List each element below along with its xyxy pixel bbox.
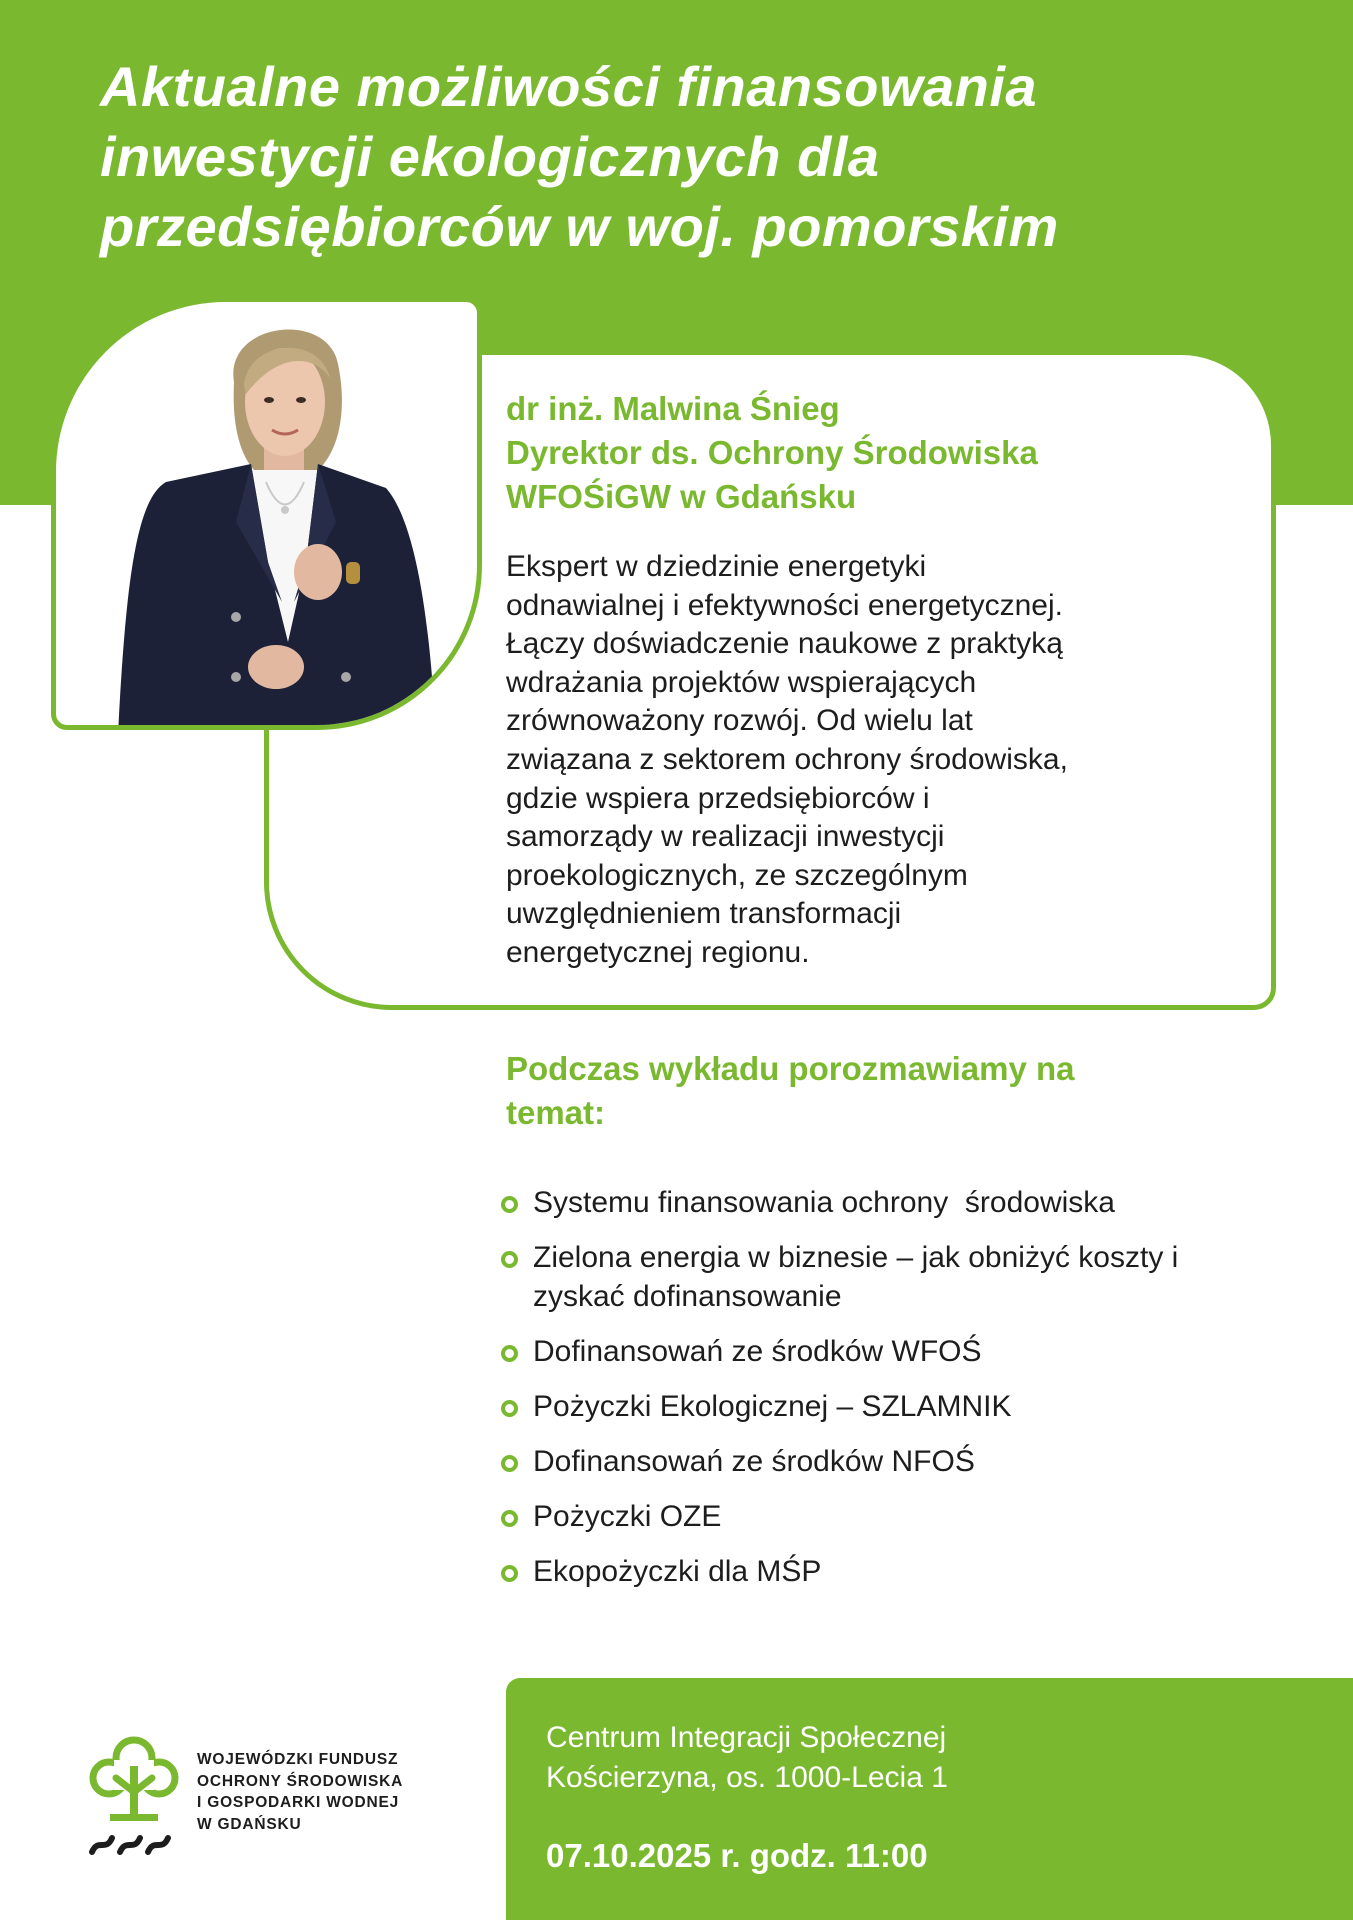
topic-text: Systemu finansowania ochrony środowiska [533, 1186, 1115, 1219]
bullet-circle-icon [501, 1251, 518, 1268]
topic-text: Ekopożyczki dla MŚP [533, 1555, 822, 1588]
topic-item [498, 1442, 1278, 1481]
title-line: Aktualne możliwości finansowania [100, 55, 1038, 118]
bio-line: zrównoważony rozwój. Od wielu lat [506, 704, 973, 738]
logo-text-line: I GOSPODARKI WODNEJ [197, 1794, 400, 1811]
organization-logo-text [197, 1749, 403, 1835]
venue-line: Centrum Integracji Społecznej [546, 1721, 947, 1754]
event-datetime: 07.10.2025 r. godz. 11:00 [546, 1837, 928, 1874]
logo-text-line: W GDAŃSKU [197, 1815, 302, 1833]
topic-item [498, 1497, 1278, 1536]
title-line: inwestycji ekologicznych dla [100, 125, 880, 188]
logo-text-line: WOJEWÓDZKI FUNDUSZ [197, 1751, 399, 1768]
topic-item [498, 1183, 1278, 1222]
topic-text: Dofinansowań ze środków WFOŚ [533, 1335, 982, 1368]
topic-item [498, 1332, 1278, 1371]
bio-line: samorządy w realizacji inwestycji [506, 820, 945, 854]
speaker-photo-frame [51, 297, 482, 730]
bio-line: gdzie wspiera przedsiębiorców i [506, 781, 930, 815]
topic-item [498, 1552, 1278, 1591]
speaker-bio [506, 548, 1226, 973]
speaker-organization: WFOŚiGW w Gdańsku [506, 478, 857, 515]
bio-line: energetycznej regionu. [506, 935, 810, 969]
bio-line: związana z sektorem ochrony środowiska, [506, 742, 1068, 776]
poster-title [100, 52, 1300, 262]
bullet-circle-icon [501, 1455, 518, 1472]
bullet-circle-icon [501, 1196, 518, 1213]
speaker-name: dr inż. Malwina Śnieg [506, 390, 840, 427]
bio-line: wdrażania projektów wspierających [506, 665, 977, 699]
bullet-circle-icon [501, 1400, 518, 1417]
event-venue [546, 1718, 948, 1798]
topic-text: Zielona energia w biznesie – jak obniżyć koszty i zyskać dofinansowanie [533, 1241, 1179, 1313]
bullet-circle-icon [501, 1565, 518, 1582]
bullet-circle-icon [501, 1345, 518, 1362]
speaker-position: Dyrektor ds. Ochrony Środowiska [506, 434, 1038, 471]
logo-text-line: OCHRONY ŚRODOWISKA [197, 1772, 404, 1790]
tree-waves-logo-icon [84, 1730, 184, 1860]
topics-heading [506, 1047, 1246, 1135]
topic-text: Pożyczki Ekologicznej – SZLAMNIK [533, 1390, 1012, 1423]
topics-heading-line: temat: [506, 1094, 606, 1131]
topic-item [498, 1387, 1278, 1426]
speaker-heading [506, 387, 1038, 519]
bio-line: Łączy doświadczenie naukowe z praktyką [506, 627, 1063, 661]
bio-line: odnawialnej i efektywności energetycznej. [506, 588, 1063, 622]
topic-item [498, 1238, 1193, 1316]
topics-list [498, 1183, 1278, 1607]
bio-line: proekologicznych, ze szczególnym [506, 858, 968, 892]
topic-text: Dofinansowań ze środków NFOŚ [533, 1445, 975, 1478]
title-line: przedsiębiorców w woj. pomorskim [100, 195, 1059, 258]
speaker-portrait [56, 302, 482, 730]
topics-heading-line: Podczas wykładu porozmawiamy na [506, 1050, 1075, 1087]
event-details-box [506, 1678, 1353, 1920]
bullet-circle-icon [501, 1510, 518, 1527]
bio-line: Ekspert w dziedzinie energetyki [506, 550, 927, 583]
topic-text: Pożyczki OZE [533, 1500, 722, 1533]
venue-line: Kościerzyna, os. 1000-Lecia 1 [546, 1761, 948, 1794]
bio-line: uwzględnieniem transformacji [506, 897, 902, 931]
